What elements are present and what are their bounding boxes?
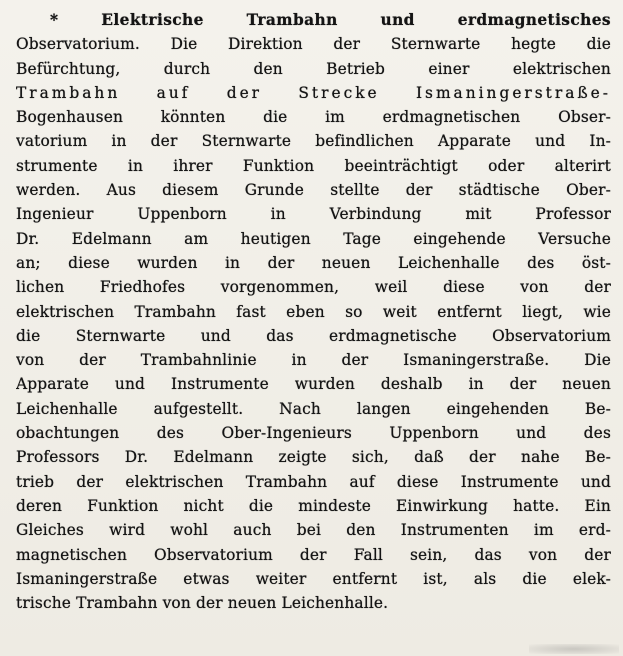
article-line: lichen Friedhofes vorgenommen, weil diese von der: [16, 278, 611, 297]
article-line: Trambahn auf der Strecke Ismaningerstraße-: [16, 83, 611, 102]
article-line: Gleiches wird wohl auch bei den Instrumenten im erd-: [16, 521, 611, 540]
article-line: Leichenhalle aufgestellt. Nach langen eingehenden Be-: [16, 399, 611, 418]
article-line: die Sternwarte und das erdmagnetische Observatorium: [16, 326, 611, 345]
article-line: trieb der elektrischen Trambahn auf diese Instrumente und: [16, 472, 611, 491]
article-line: Dr. Edelmann am heutigen Tage eingehende Versuche: [16, 229, 611, 248]
article-line: elektrischen Trambahn fast eben so weit entfernt liegt, wie: [16, 302, 611, 321]
article-line: Apparate und Instrumente wurden deshalb in der neuen: [16, 375, 611, 394]
article-headline: * Elektrische Trambahn und erdmagnetisches: [50, 11, 611, 29]
article-line: Professors Dr. Edelmann zeigte sich, daß der nahe Be-: [16, 448, 611, 467]
article-line: Ismaningerstraße etwas weiter entfernt ist, als die elek-: [16, 569, 611, 588]
article-line: strumente in ihrer Funktion beeinträchtigt oder alterirt: [16, 156, 611, 175]
article-line: magnetischen Observatorium der Fall sein, das von der: [16, 545, 611, 564]
article-line: vatorium in der Sternwarte befindlichen Apparate und In-: [16, 132, 611, 151]
article-line: obachtungen des Ober-Ingenieurs Uppenborn und des: [16, 424, 611, 443]
article-line: von der Trambahnlinie in der Ismaningerstraße. Die: [16, 351, 611, 370]
article-line: deren Funktion nicht die mindeste Einwirkung hatte. Ein: [16, 496, 611, 515]
article-line: Observatorium. Die Direktion der Sternwarte hegte die: [16, 35, 611, 54]
article-last-line: trische Trambahn von der neuen Leichenhalle.: [16, 594, 389, 613]
print-smudge: [529, 644, 619, 654]
article-line: Bogenhausen könnten die im erdmagnetischen Obser-: [16, 108, 611, 127]
article-line: Ingenieur Uppenborn in Verbindung mit Professor: [16, 205, 611, 224]
article-line: werden. Aus diesem Grunde stellte der städtische Ober-: [16, 181, 611, 200]
article-line: an; diese wurden in der neuen Leichenhalle des öst-: [16, 253, 611, 272]
article-line: Befürchtung, durch den Betrieb einer elektrischen: [16, 59, 611, 78]
